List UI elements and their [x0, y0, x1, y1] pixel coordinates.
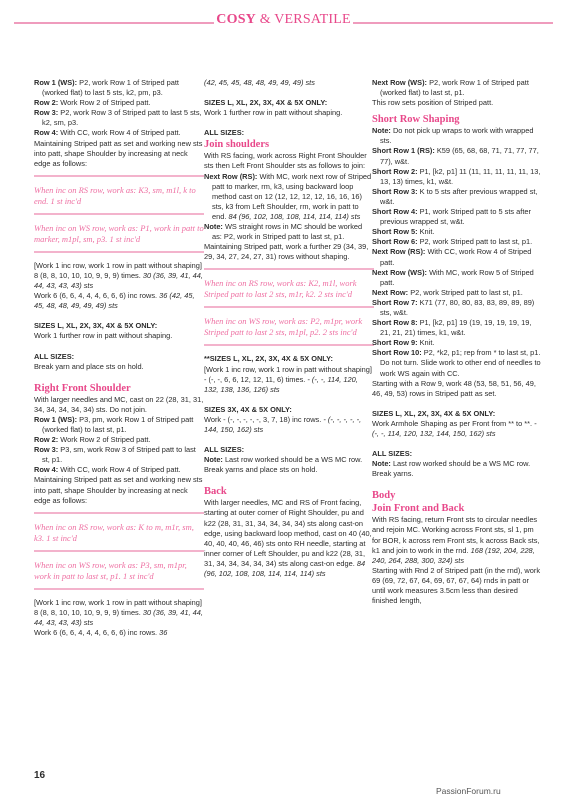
paragraph: Next Row (WS): P2, work Row 1 of Striped patt (worked flat) to last st, p1. [372, 78, 529, 98]
paragraph: Break yarns and place sts on hold. [204, 465, 318, 475]
instruction-row: Short Row 10: P2, *k2, p1; rep from * to last st, p1. Do not turn. Slide work to other end of needles to work WS again with CC. [372, 348, 541, 378]
paragraph: Maintaining Striped patt, work a further 29 (34, 39, 29, 34, 27, 24, 27, 31) rows without shaping. [204, 242, 369, 262]
instruction-row: Short Row 1 (RS): K59 (65, 68, 68, 71, 71, 77, 77, 77), w&t. [372, 146, 539, 166]
row-list [34, 415, 204, 476]
paragraph: Note: Last row worked should be a WS MC row. [372, 459, 531, 469]
highlight-note: When inc on RS row, work as: K to m, m1r, sm, k3. 1 st inc'd [34, 521, 194, 543]
paragraph: Next Row (RS): With MC, work next row of Striped patt to marker, rm, k3, using backward loop method cast on 12 (12, 12, 12, 12, 16, 16, 16) sts, k3 from Left Shoulder, rm, work in patt to end. 84 (96, 102, 108, 108, 114, 114, 114) sts [204, 171, 372, 221]
divider [34, 550, 204, 552]
paragraph: Work 1 further row in patt without shaping. [34, 331, 173, 341]
paragraph: [Work 1 inc row, work 1 row in patt without shaping] 8 (8, 8, 10, 10, 10, 9, 9, 9) times. 30 (36, 39, 41, 44, 44, 43, 43, 43) sts [34, 260, 203, 291]
size-label: **SIZES L, XL, 2X, 3X, 4X & 5X ONLY: [204, 354, 333, 364]
paragraph: Note: Do not pick up wraps to work with wrapped sts. [372, 126, 534, 146]
instruction-row: Next Row (WS): With MC, work Row 5 of Striped patt. [372, 267, 534, 287]
section-heading: Right Front Shoulder [34, 382, 131, 394]
size-label: ALL SIZES: [204, 128, 245, 138]
row-list [34, 78, 204, 139]
instruction-row: Next Row (RS): With CC, work Row 4 of Striped patt. [372, 247, 532, 267]
paragraph: Work Armhole Shaping as per Front from ** to **. - (-, -, 114, 120, 132, 144, 150, 162) sts [372, 418, 537, 438]
divider [34, 588, 204, 590]
paragraph: Note: WS straight rows in MC should be worked as: P2, work in Striped patt to last st, p1. [204, 222, 363, 242]
header-rule-left [14, 22, 214, 24]
instruction-row: Row 2: Work Row 2 of Striped patt. [34, 435, 151, 445]
instruction-row: Row 3: P2, work Row 3 of Striped patt to last 5 sts, k2, sm, p3. [34, 108, 202, 128]
section-heading: Body [372, 490, 396, 502]
paragraph: Work - (-, -, -, -, -, 3, 7, 18) inc rows. - (-, -, -, -, -, 144, 150, 162) sts [204, 414, 362, 434]
instruction-row: Short Row 6: P2, work Striped patt to last st, p1. [372, 237, 533, 247]
column-left [34, 78, 204, 638]
highlight-note: When inc on WS row, work as: P1, work in patt to marker, m1pl, sm, p3. 1 st inc'd [34, 222, 204, 244]
size-label: ALL SIZES: [34, 351, 75, 361]
instruction-row: Short Row 3: K to 5 sts after previous wrapped st, w&t. [372, 186, 538, 206]
paragraph: With RS facing, return Front sts to circular needles and rejoin MC. Working across Front sts, sl 1, pm for BOR, k across rem Front sts, k across Back sts, k1 and join to work in the rnd. 168 (192, 204, 228, 240, 264, 288, 300, 324) sts [372, 515, 540, 565]
paragraph: With RS facing, work across Right Front Shoulder sts then Left Front Shoulder sts as follows to join: [204, 151, 367, 171]
size-label: ALL SIZES: [372, 449, 413, 459]
instruction-row: Row 4: With CC, work Row 4 of Striped patt. [34, 465, 181, 475]
instruction-row: Short Row 2: P1, [k2, p1] 11 (11, 11, 11, 11, 11, 13, 13, 13) times, k1, w&t. [372, 166, 541, 186]
page-number: 16 [34, 770, 46, 781]
paragraph: Break yarn and place sts on hold. [34, 361, 144, 371]
instruction-row: Row 1 (WS): P3, pm, work Row 1 of Striped patt (worked flat) to last st, p1. [34, 414, 194, 434]
size-label: SIZES L, XL, 2X, 3X, 4X & 5X ONLY: [204, 98, 328, 108]
divider [34, 175, 204, 177]
paragraph: Maintaining Striped patt as set and working new sts into patt, shape Shoulder by increasing at neck edge as follows: [34, 138, 203, 168]
paragraph: Maintaining Striped patt as set and working new sts into patt, shape Shoulder by increasing at neck edge as follows: [34, 475, 203, 505]
paragraph: (42, 45, 45, 48, 48, 49, 49, 49) sts [204, 78, 315, 87]
instruction-row: Short Row 7: K71 (77, 80, 80, 83, 83, 89, 89, 89) sts, w&t. [372, 297, 535, 317]
section-heading: Back [204, 486, 227, 498]
instruction-row: Row 4: With CC, work Row 4 of Striped patt. [34, 128, 181, 138]
paragraph: Work 1 further row in patt without shaping. [204, 108, 343, 118]
paragraph: [Work 1 inc row, work 1 row in patt without shaping] 8 (8, 8, 10, 10, 10, 9, 9, 9) times. 30 (36, 39, 41, 44, 44, 43, 43, 43) sts [34, 597, 203, 627]
instruction-row: Row 3: P3, sm, work Row 3 of Striped patt to last st, p1. [34, 445, 196, 465]
paragraph: Work 6 (6, 6, 4, 4, 4, 6, 6, 6) inc rows. 36 [34, 628, 168, 637]
page-header [0, 0, 566, 44]
section-heading: Short Row Shaping [372, 114, 460, 126]
divider [204, 306, 374, 308]
divider [34, 213, 204, 215]
instruction-row: Short Row 8: P1, [k2, p1] 19 (19, 19, 19, 19, 19, 21, 21, 21) times, k1, w&t. [372, 318, 532, 338]
paragraph: Work 6 (6, 6, 4, 4, 4, 6, 6, 6) inc rows. 36 (42, 45, 45, 48, 48, 49, 49, 49) sts [34, 291, 195, 311]
section-heading: Join shoulders [204, 139, 270, 151]
instruction-row: Short Row 5: Knit. [372, 227, 435, 237]
watermark: PassionForum.ru [436, 786, 501, 796]
divider [204, 268, 374, 270]
header-rule-right [353, 22, 553, 24]
size-label: SIZES 3X, 4X & 5X ONLY: [204, 404, 292, 414]
header-title: COSY & VERSATILE [216, 12, 351, 27]
paragraph: With larger needles, MC and RS of Front facing, starting at outer corner of Right Shoulder, pu and k22 (28, 31, 31, 34, 34, 34, 34) sts along cast-on edge, using backward loop method, cast on 40 (40, 40, 40, 40, 46, 46) sts onto RH needle, starting at inner corner of Left Shoulder, pu and k22 (28, 31, 31, 34, 34, 34, 34, 34) sts along cast-on edge. 84 (96, 102, 108, 108, 114, 114, 114) sts [204, 498, 372, 578]
short-row-list [372, 146, 542, 378]
instruction-row: Short Row 9: Knit. [372, 338, 435, 348]
highlight-note: When inc on RS row, work as: K3, sm, m1l, k to end. 1 st inc'd [34, 184, 196, 206]
section-subheading: Join Front and Back [372, 503, 465, 515]
column-middle [204, 78, 374, 579]
paragraph: [Work 1 inc row, work 1 row in patt without shaping] - (-, -, 6, 6, 12, 12, 11, 6) times. - (-, -, 114, 120, 132, 138, 136, 126) sts [204, 364, 372, 394]
paragraph: Starting with a Row 9, work 48 (53, 58, 51, 56, 49, 46, 49, 53) rows in Striped patt as set. [372, 378, 536, 398]
divider [34, 251, 204, 253]
instruction-row: Row 2: Work Row 2 of Striped patt. [34, 98, 151, 108]
highlight-note: When inc on WS row, work as: P2, m1pr, work Striped patt to last 2 sts, m1pl, p2. 2 sts inc'd [204, 316, 363, 338]
instruction-row: Short Row 4: P1, work Striped patt to 5 sts after previous wrapped st, w&t. [372, 207, 531, 227]
instruction-row: Next Row: P2, work Striped patt to last st, p1. [372, 287, 523, 297]
column-right [372, 78, 542, 606]
size-label: SIZES L, XL, 2X, 3X, 4X & 5X ONLY: [372, 408, 496, 418]
highlight-note: When inc on WS row, work as: P3, sm, m1pr, work in patt to last st, p1. 1 st inc'd [34, 559, 187, 581]
paragraph: Note: Last row worked should be a WS MC row. [204, 455, 363, 465]
paragraph: Break yarns. [372, 469, 414, 479]
size-label: SIZES L, XL, 2X, 3X, 4X & 5X ONLY: [34, 321, 158, 331]
paragraph: With larger needles and MC, cast on 22 (28, 31, 31, 34, 34, 34, 34, 34) sts. Do not join. [34, 394, 204, 414]
size-label: ALL SIZES: [204, 445, 245, 455]
instruction-row: Row 1 (WS): P2, work Row 1 of Striped patt (worked flat) to last 5 sts, k2, pm, p3. [34, 78, 179, 98]
paragraph: Starting with Rnd 2 of Striped patt (in the rnd), work 69 (69, 72, 67, 64, 69, 67, 67, 64) rnds in patt or until work measures 3.5cm less than desired finished length, [372, 565, 541, 606]
divider [204, 344, 374, 346]
paragraph: This row sets position of Striped patt. [372, 98, 494, 108]
divider [34, 512, 204, 514]
highlight-note: When inc on RS row, work as: K2, m1l, work Striped patt to last 2 sts, m1r, k2. 2 sts inc'd [204, 278, 357, 300]
